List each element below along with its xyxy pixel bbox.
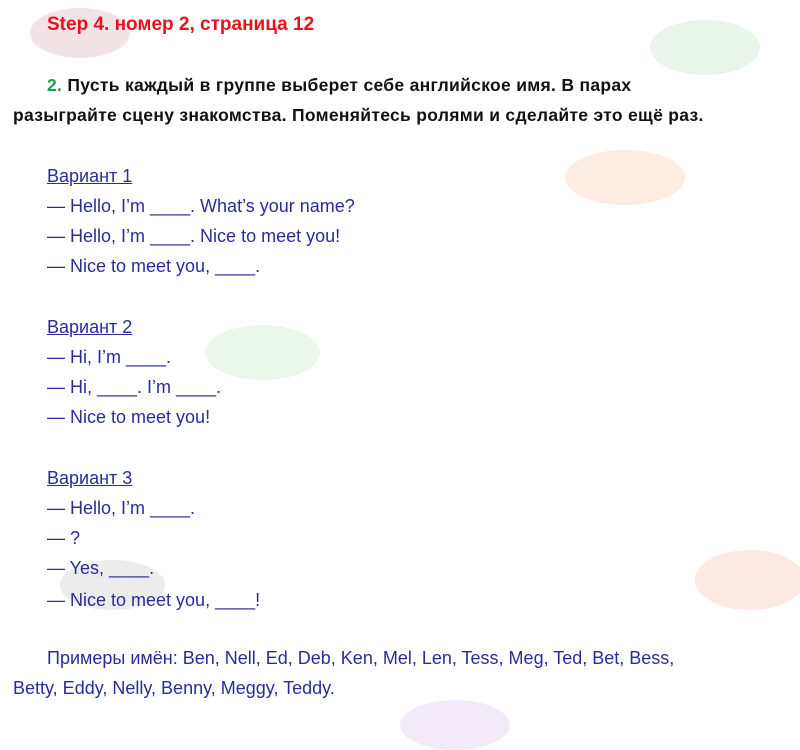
examples-line1: Примеры имён: Ben, Nell, Ed, Deb, Ken, Mel, Len, Tess, Meg, Ted, Bet, Bess, — [47, 648, 675, 668]
dialog-line: — Nice to meet you! — [47, 407, 211, 427]
watermark — [695, 550, 800, 610]
dialog-line: — Hello, I’m ____. — [47, 498, 196, 518]
watermark — [565, 150, 685, 205]
task-text-line1: Пусть каждый в группе выберет себе английское имя. В парах — [67, 75, 632, 95]
variant-1-label: Вариант 1 — [47, 166, 133, 186]
watermark — [650, 20, 760, 75]
examples-line2: Betty, Eddy, Nelly, Benny, Meggy, Teddy. — [13, 678, 335, 698]
dialog-line: — Hi, ____. I’m ____. — [47, 377, 222, 397]
variant-2-label: Вариант 2 — [47, 317, 133, 337]
dialog-line: — ? — [47, 528, 81, 548]
dialog-line: — Nice to meet you, ____. — [47, 256, 261, 276]
dialog-line: — Nice to meet you, ____! — [47, 590, 261, 610]
dialog-line: — Hello, I’m ____. What’s your name? — [47, 196, 355, 216]
page-title: Step 4. номер 2, страница 12 — [47, 14, 315, 35]
variant-3-label: Вариант 3 — [47, 468, 133, 488]
watermark — [205, 325, 320, 380]
dialog-line: — Hello, I’m ____. Nice to meet you! — [47, 226, 341, 246]
task-number: 2. — [47, 75, 63, 95]
task-text-line2: разыграйте сцену знакомства. Поменяйтесь ролями и сделайте это ещё раз. — [13, 105, 704, 125]
watermark — [400, 700, 510, 750]
dialog-line: — Hi, I’m ____. — [47, 347, 172, 367]
dialog-line: — Yes, ____. — [47, 558, 155, 578]
